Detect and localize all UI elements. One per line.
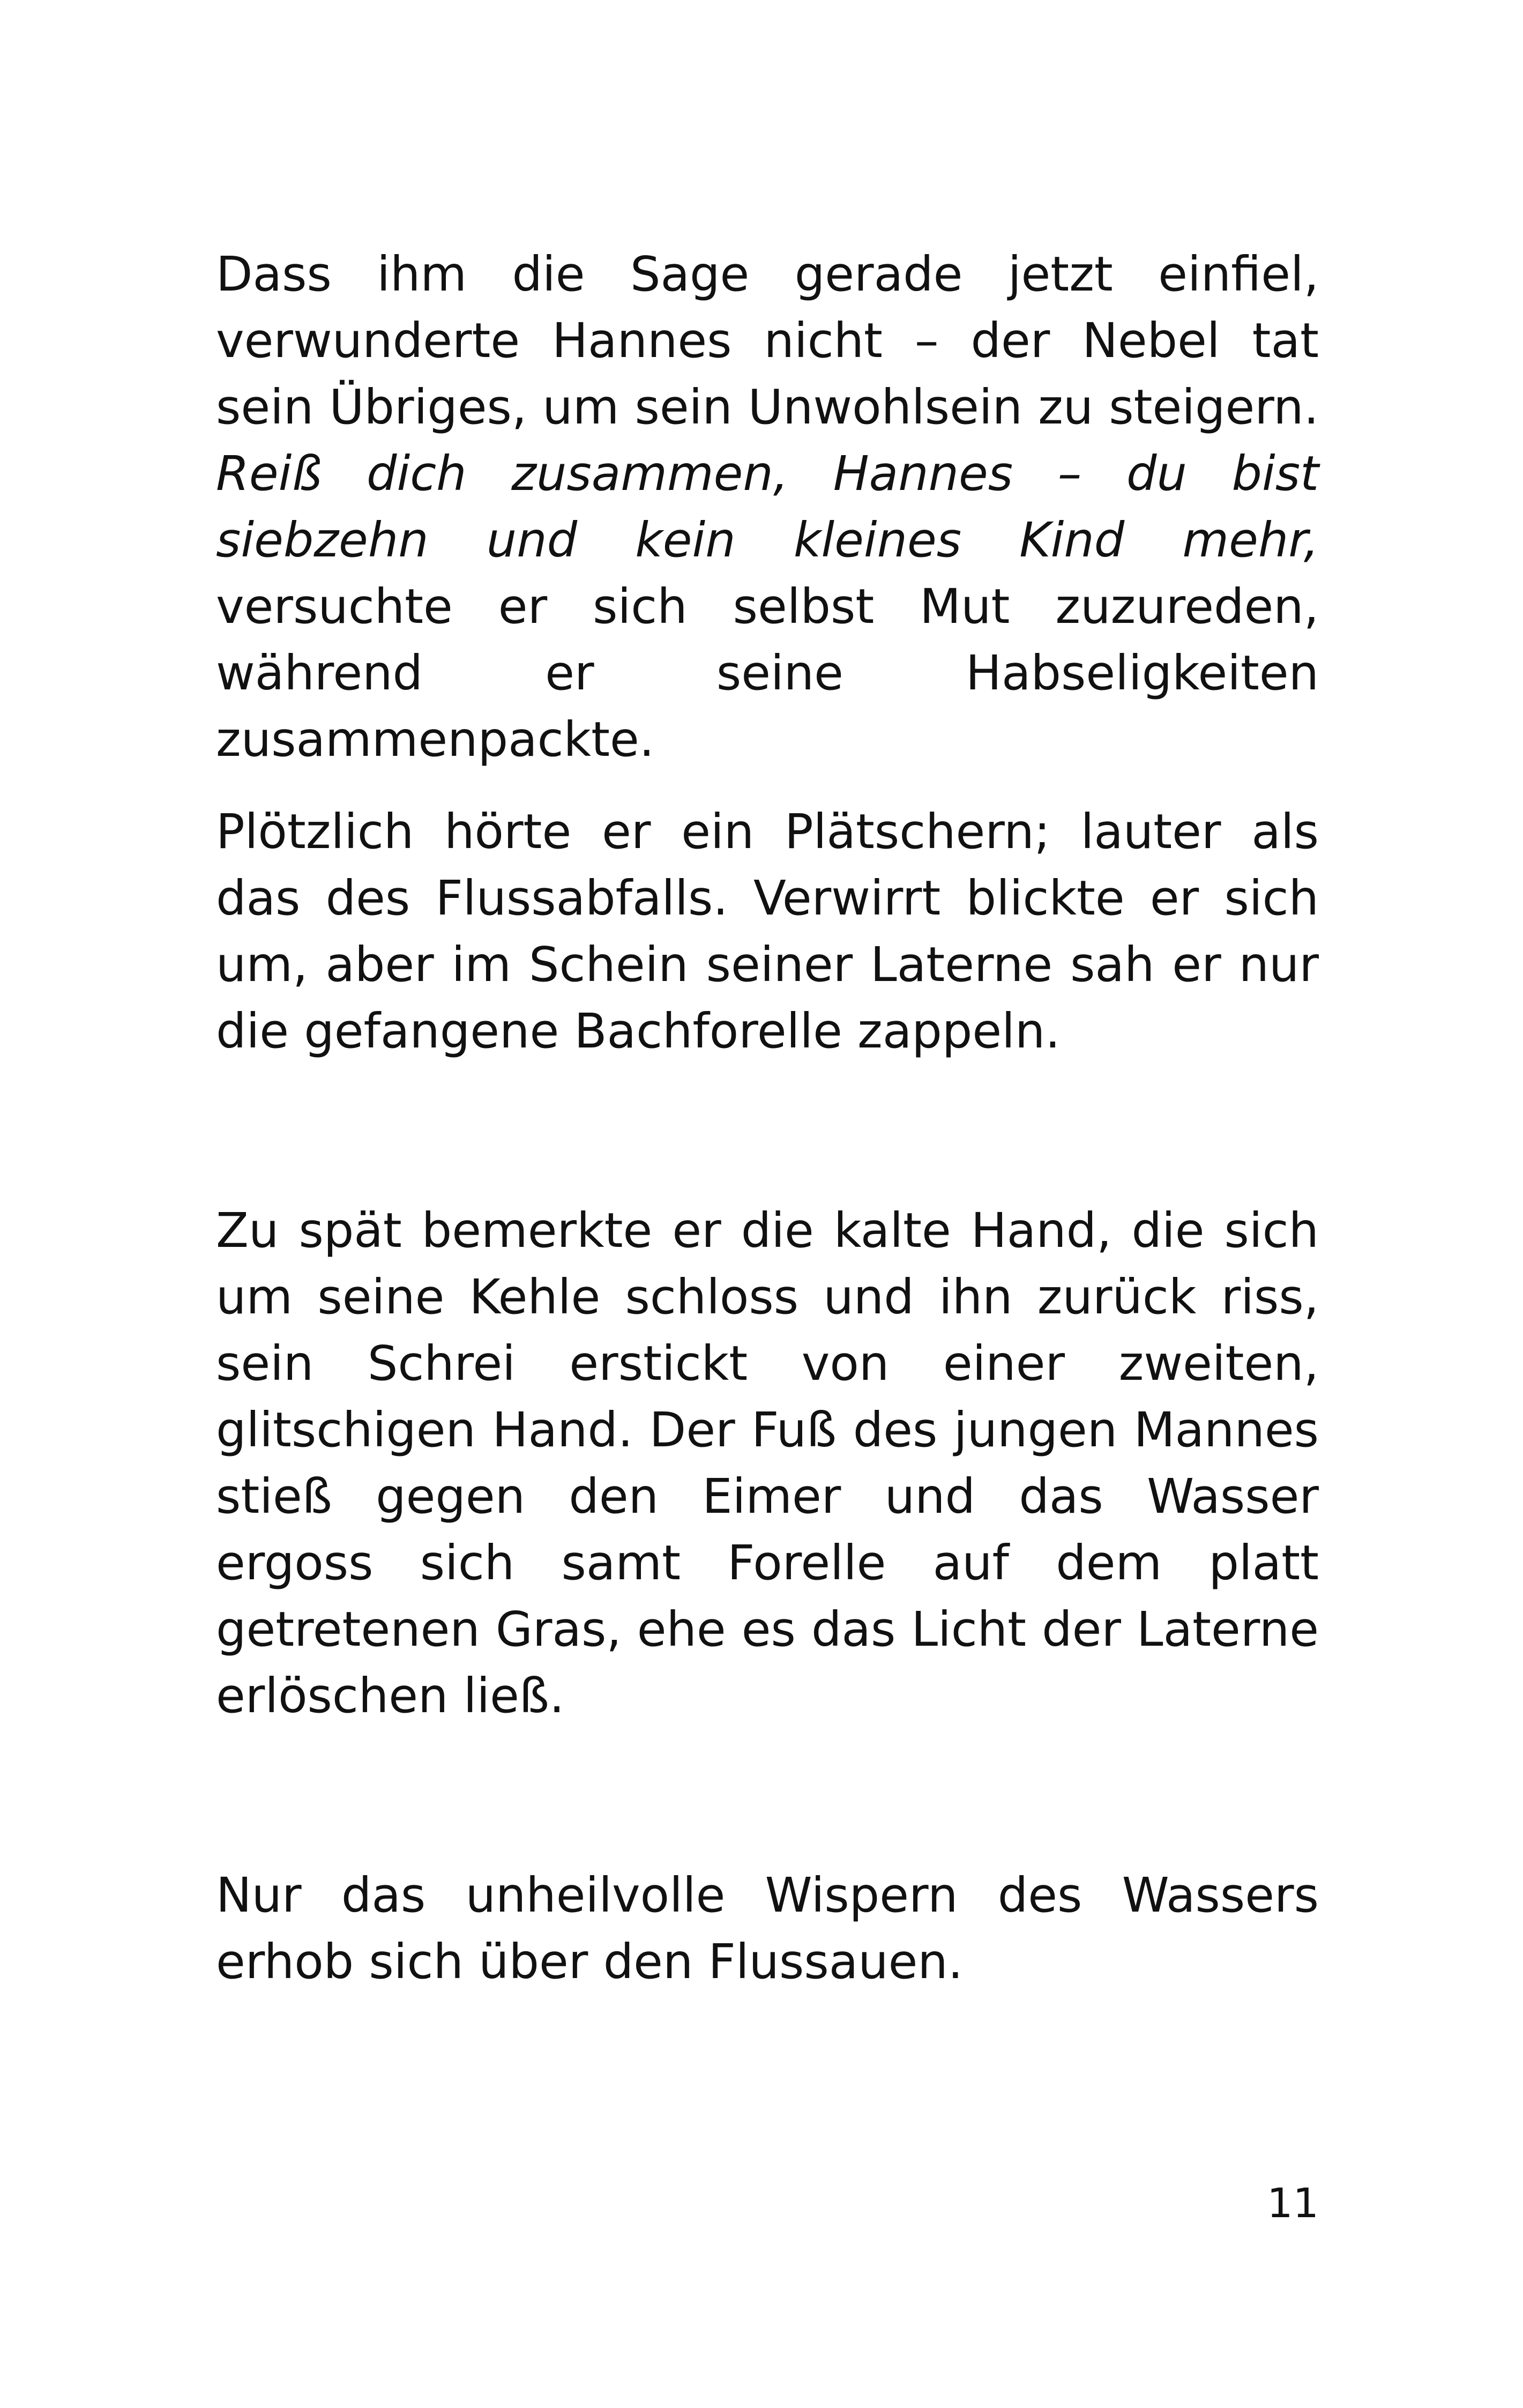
paragraph-4: Nur das unheilvolle Wispern des Wassers erhob sich über den Flussauen. <box>216 1867 1319 1989</box>
paragraph-1-text: Dass ihm die Sage gerade jetzt einfiel, verwunderte Hannes nicht – der Nebel tat sein Übriges, um sein Unwohlsein zu steigern. <box>216 246 1319 435</box>
page-number: 11 <box>1267 2179 1319 2227</box>
paragraph-1 <box>216 241 1319 772</box>
paragraph-1-italic-thought: Reiß dich zusammen, Hannes – du bist siebzehn und kein kleines Kind mehr, <box>216 445 1319 568</box>
paragraph-2: Plötzlich hörte er ein Plätschern; lauter als das des Flussabfalls. Verwirrt blickte er sich um, aber im Schein seiner Laterne sah er nur die gefangene Bachforelle zappeln. <box>216 804 1319 1059</box>
paragraph-1-text-end: versuchte er sich selbst Mut zuzureden, während er seine Habseligkeiten zusammenpackte. <box>216 578 1319 767</box>
body-text <box>216 241 1319 1995</box>
paragraph-3: Zu spät bemerkte er die kalte Hand, die sich um seine Kehle schloss und ihn zurück riss, sein Schrei erstickt von einer zweiten, glitschigen Hand. Der Fuß des jungen Mannes stieß gegen den Eimer und das Wasser ergoss sich samt Forelle auf dem platt getretenen Gras, ehe es das Licht der Laterne erlöschen ließ. <box>216 1202 1319 1723</box>
